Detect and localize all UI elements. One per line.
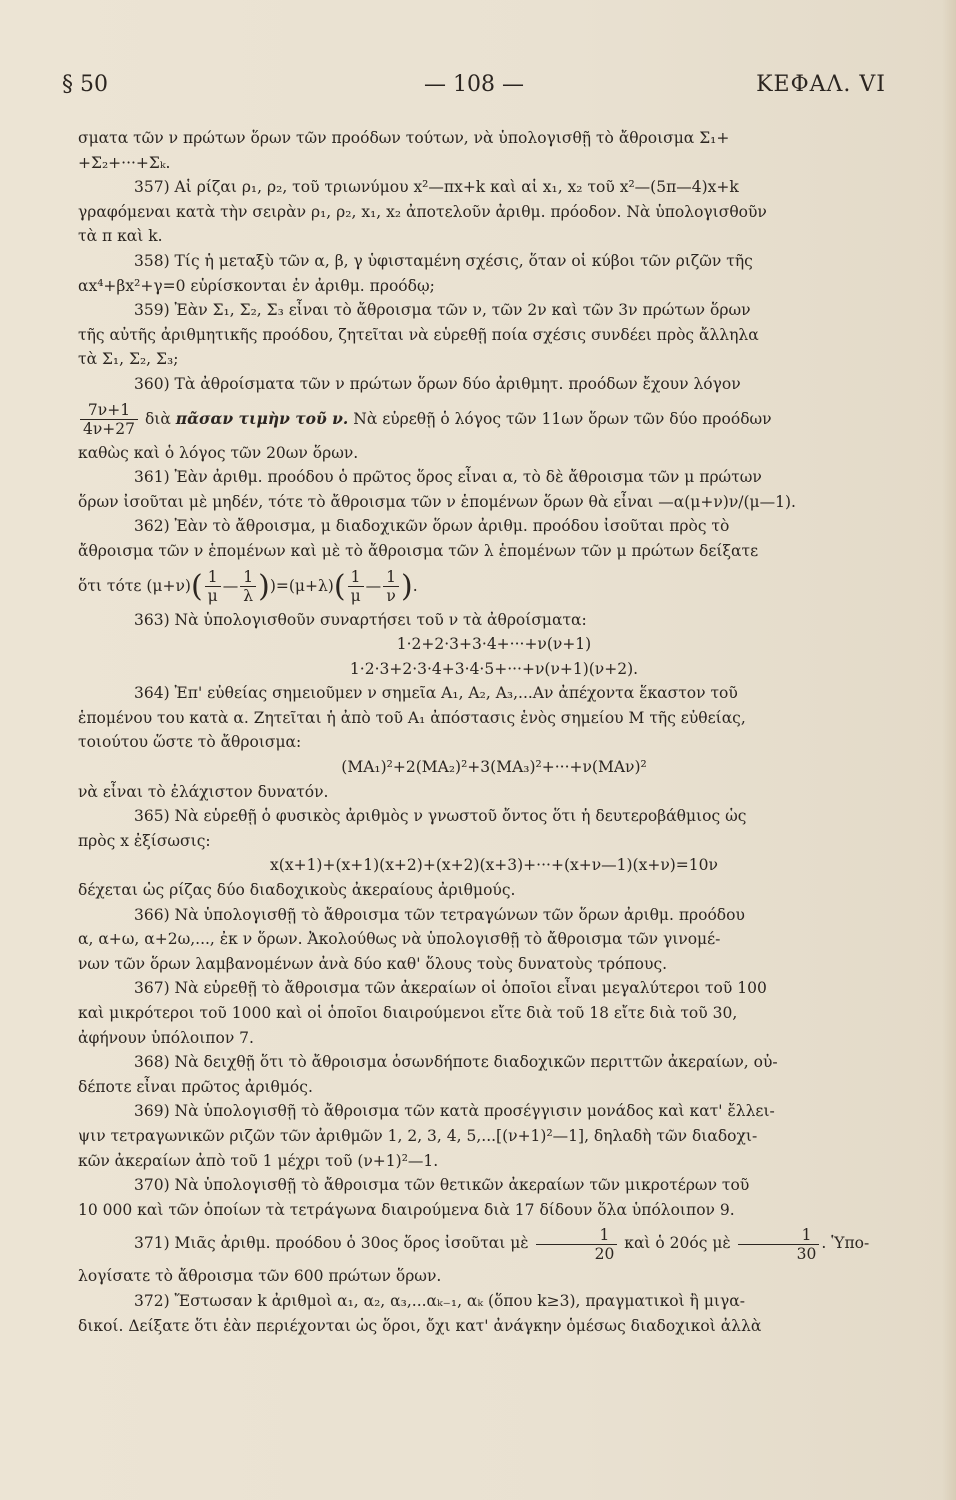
exercise-370: 370) Νὰ ὑπολογισθῇ τὸ ἄθροισμα τῶν θετικῶν ἀκεραίων τῶν μικροτέρων τοῦ — [134, 1176, 750, 1195]
text-line: νὰ εἶναι τὸ ἐλάχιστον δυνατόν. — [78, 782, 329, 801]
fraction: $\frac{1}{20}$ — [536, 1226, 618, 1263]
text-line: ἄθροισμα τῶν ν ἑπομένων καὶ μὲ τὸ ἄθροισμα τῶν λ ἑπομένων τῶν μ πρώτων δείξατε — [78, 541, 759, 560]
text-line: τῆς αὐτῆς ἀριθμητικῆς προόδου, ζητεῖται νὰ εὑρεθῇ ποία σχέσις συνδέει πρὸς ἄλληλα — [78, 325, 759, 344]
formula-line: 1·2+2·3+3·4+···+ν(ν+1) — [396, 635, 592, 654]
text-line: δέχεται ὡς ρίζας δύο διαδοχικοὺς ἀκεραίους ἀριθμούς. — [78, 881, 516, 900]
text-line: τοιούτου ὥστε τὸ ἄθροισμα: — [78, 733, 302, 752]
text-line: καὶ μικρότεροι τοῦ 1000 καὶ οἱ ὁποῖοι διαιρούμενοι εἴτε διὰ τοῦ 18 εἴτε διὰ τοῦ 30, — [78, 1004, 738, 1022]
text-line: πρὸς x ἐξίσωσις: — [78, 831, 211, 850]
exercise-371: 371) Μιᾶς ἀριθμ. προόδου ὁ 30ος ὅρος ἰσοῦται μὲ $\frac{1}{20}$ καὶ ὁ 20ός μὲ $\frac{1}{30}$ . Ὑπο- — [134, 1225, 870, 1263]
formula-line: 1·2·3+2·3·4+3·4·5+···+ν(ν+1)(ν+2). — [349, 659, 639, 678]
text-line: α, α+ω, α+2ω,..., ἐκ ν ὅρων. Ἀκολούθως νὰ ὑπολογισθῇ τὸ ἄθροισμα τῶν γινομέ- — [78, 930, 721, 949]
fraction: $\frac{1}{\lambda}$ — [240, 568, 256, 605]
fraction: $\frac{1}{\mu}$ — [205, 568, 221, 605]
exercise-364: 364) Ἐπ' εὐθείας σημειοῦμεν ν σημεῖα Α₁, Α₂, Α₃,...Αν ἀπέχοντα ἕκαστον τοῦ — [134, 684, 738, 703]
text-line: ἀφήνουν ὑπόλοιπον 7. — [78, 1028, 254, 1047]
exercise-360: 360) Τὰ ἀθροίσματα τῶν ν πρώτων ὅρων δύο ἀριθμητ. προόδων ἔχουν λόγον — [134, 374, 741, 393]
fraction: $\frac{1}{\mu}$ — [348, 568, 364, 605]
text-line: τὰ π καὶ k. — [78, 227, 163, 246]
page-body — [78, 126, 910, 1338]
formula-line: x(x+1)+(x+1)(x+2)+(x+2)(x+3)+···+(x+ν—1)(x+ν)=10ν — [270, 856, 718, 875]
exercise-367: 367) Νὰ εὑρεθῇ τὸ ἄθροισμα τῶν ἀκεραίων οἱ ὁποῖοι εἶναι μεγαλύτεροι τοῦ 100 — [134, 979, 767, 998]
exercise-366: 366) Νὰ ὑπολογισθῇ τὸ ἄθροισμα τῶν τετραγώνων τῶν ὅρων ἀριθμ. προόδου — [134, 905, 745, 924]
emphasis-text: πᾶσαν τιμὴν τοῦ ν. — [175, 408, 349, 428]
page-number: — 108 — — [424, 72, 524, 97]
fraction: $\frac{1}{\nu}$ — [383, 568, 399, 605]
text-line: ὅρων ἰσοῦται μὲ μηδέν, τότε τὸ ἄθροισμα τῶν ν ἑπομένων ὅρων θὰ εἶναι —α(μ+ν)ν/(μ—1). — [78, 492, 796, 511]
fraction: $\frac{1}{30}$ — [738, 1226, 820, 1263]
text-line: καθὼς καὶ ὁ λόγος τῶν 20ων ὅρων. — [78, 443, 359, 462]
running-header — [62, 72, 886, 108]
page-edge-shadow — [942, 0, 956, 1500]
text-line: κῶν ἀκεραίων ἀπὸ τοῦ 1 μέχρι τοῦ (ν+1)²—1. — [78, 1151, 439, 1170]
exercise-368: 368) Νὰ δειχθῇ ὅτι τὸ ἄθροισμα ὁσωνδήποτε διαδοχικῶν περιττῶν ἀκεραίων, οὐ- — [134, 1053, 778, 1072]
fraction-line: $\frac{7\nu+1}{4\nu+27}$ διὰ πᾶσαν τιμὴν τοῦ ν. Νὰ εὑρεθῇ ὁ λόγος τῶν 11ων ὅρων τῶν δύο προόδων — [78, 397, 910, 441]
exercise-359: 359) Ἐὰν Σ₁, Σ₂, Σ₃ εἶναι τὸ ἄθροισμα τῶν ν, τῶν 2ν καὶ τῶν 3ν πρώτων ὅρων — [134, 301, 751, 320]
text-line: δικοί. Δείξατε ὅτι ἐὰν περιέχονται ὡς ὅροι, ὄχι κατ' ἀνάγκην ὁμέσως διαδοχικοὶ ἀλλὰ — [78, 1316, 762, 1335]
formula-line: ὅτι τότε (μ+ν)( $\frac{1}{\mu}$ — $\frac{1}{\lambda}$ ))=(μ+λ)( $\frac{1}{\mu}$ — $\frac{1}{\nu}$ ). — [78, 568, 418, 605]
text-line: γραφόμεναι κατὰ τὴν σειρὰν ρ₁, ρ₂, x₁, x₂ ἀποτελοῦν ἀριθμ. πρόοδον. Νὰ ὑπολογισθοῦν — [78, 202, 767, 221]
chapter-label: ΚΕΦΑΛ. VI — [756, 72, 886, 97]
formula-line: (ΜΑ₁)²+2(ΜΑ₂)²+3(ΜΑ₃)²+···+ν(ΜΑν)² — [341, 758, 647, 777]
text-line: δέποτε εἶναι πρῶτος ἀριθμός. — [78, 1077, 313, 1096]
text-line: λογίσατε τὸ ἄθροισμα τῶν 600 πρώτων ὅρων. — [78, 1267, 442, 1286]
text-line: τὰ Σ₁, Σ₂, Σ₃; — [78, 350, 179, 369]
section-label: § 50 — [62, 72, 108, 97]
text-line: ἑπομένου του κατὰ α. Ζητεῖται ἡ ἀπὸ τοῦ Α₁ ἀπόστασις ἑνὸς σημείου Μ τῆς εὐθείας, — [78, 708, 746, 727]
exercise-358: 358) Τίς ἡ μεταξὺ τῶν α, β, γ ὑφισταμένη σχέσις, ὅταν οἱ κύβοι τῶν ριζῶν τῆς — [134, 251, 753, 270]
text-line: +Σ₂+···+Σₖ. — [78, 153, 171, 172]
exercise-362: 362) Ἐὰν τὸ ἄθροισμα, μ διαδοχικῶν ὅρων ἀριθμ. προόδου ἰσοῦται πρὸς τὸ — [134, 517, 730, 536]
exercise-369: 369) Νὰ ὑπολογισθῇ τὸ ἄθροισμα τῶν κατὰ προσέγγισιν μονάδος καὶ κατ' ἔλλει- — [134, 1102, 775, 1121]
exercise-365: 365) Νὰ εὑρεθῇ ὁ φυσικὸς ἀριθμὸς ν γνωστοῦ ὄντος ὅτι ἡ δευτεροβάθμιος ὡς — [134, 807, 747, 826]
exercise-372: 372) Ἔστωσαν k ἀριθμοὶ α₁, α₂, α₃,...αₖ₋₁, αₖ (ὅπου k≥3), πραγματικοὶ ἢ μιγα- — [134, 1291, 745, 1310]
text-line: ψιν τετραγωνικῶν ριζῶν τῶν ἀριθμῶν 1, 2, 3, 4, 5,...[(ν+1)²—1], δηλαδὴ τῶν διαδοχι- — [78, 1126, 758, 1145]
exercise-357: 357) Αἱ ρίζαι ρ₁, ρ₂, τοῦ τριωνύμου x²—πx+k καὶ αἱ x₁, x₂ τοῦ x²—(5π—4)x+k — [134, 178, 739, 197]
exercise-363: 363) Νὰ ὑπολογισθοῦν συναρτήσει τοῦ ν τὰ ἀθροίσματα: — [134, 610, 587, 629]
text-line: σματα τῶν ν πρώτων ὅρων τῶν προόδων τούτων, νὰ ὑπολογισθῇ τὸ ἄθροισμα Σ₁+ — [78, 129, 730, 147]
text-line: αx⁴+βx²+γ=0 εὑρίσκονται ἐν ἀριθμ. προόδῳ; — [78, 276, 435, 295]
text-line: 10 000 καὶ τῶν ὁποίων τὰ τετράγωνα διαιρούμενα διὰ 17 δίδουν ὅλα ὑπόλοιπον 9. — [78, 1200, 735, 1219]
text-line: νων τῶν ὅρων λαμβανομένων ἀνὰ δύο καθ' ὅλους τοὺς δυνατοὺς τρόπους. — [78, 954, 668, 973]
exercise-361: 361) Ἐὰν ἀριθμ. προόδου ὁ πρῶτος ὅρος εἶναι α, τὸ δὲ ἄθροισμα τῶν μ πρώτων — [134, 468, 762, 487]
ratio-fraction: $\frac{7\nu+1}{4\nu+27}$ — [80, 401, 138, 438]
